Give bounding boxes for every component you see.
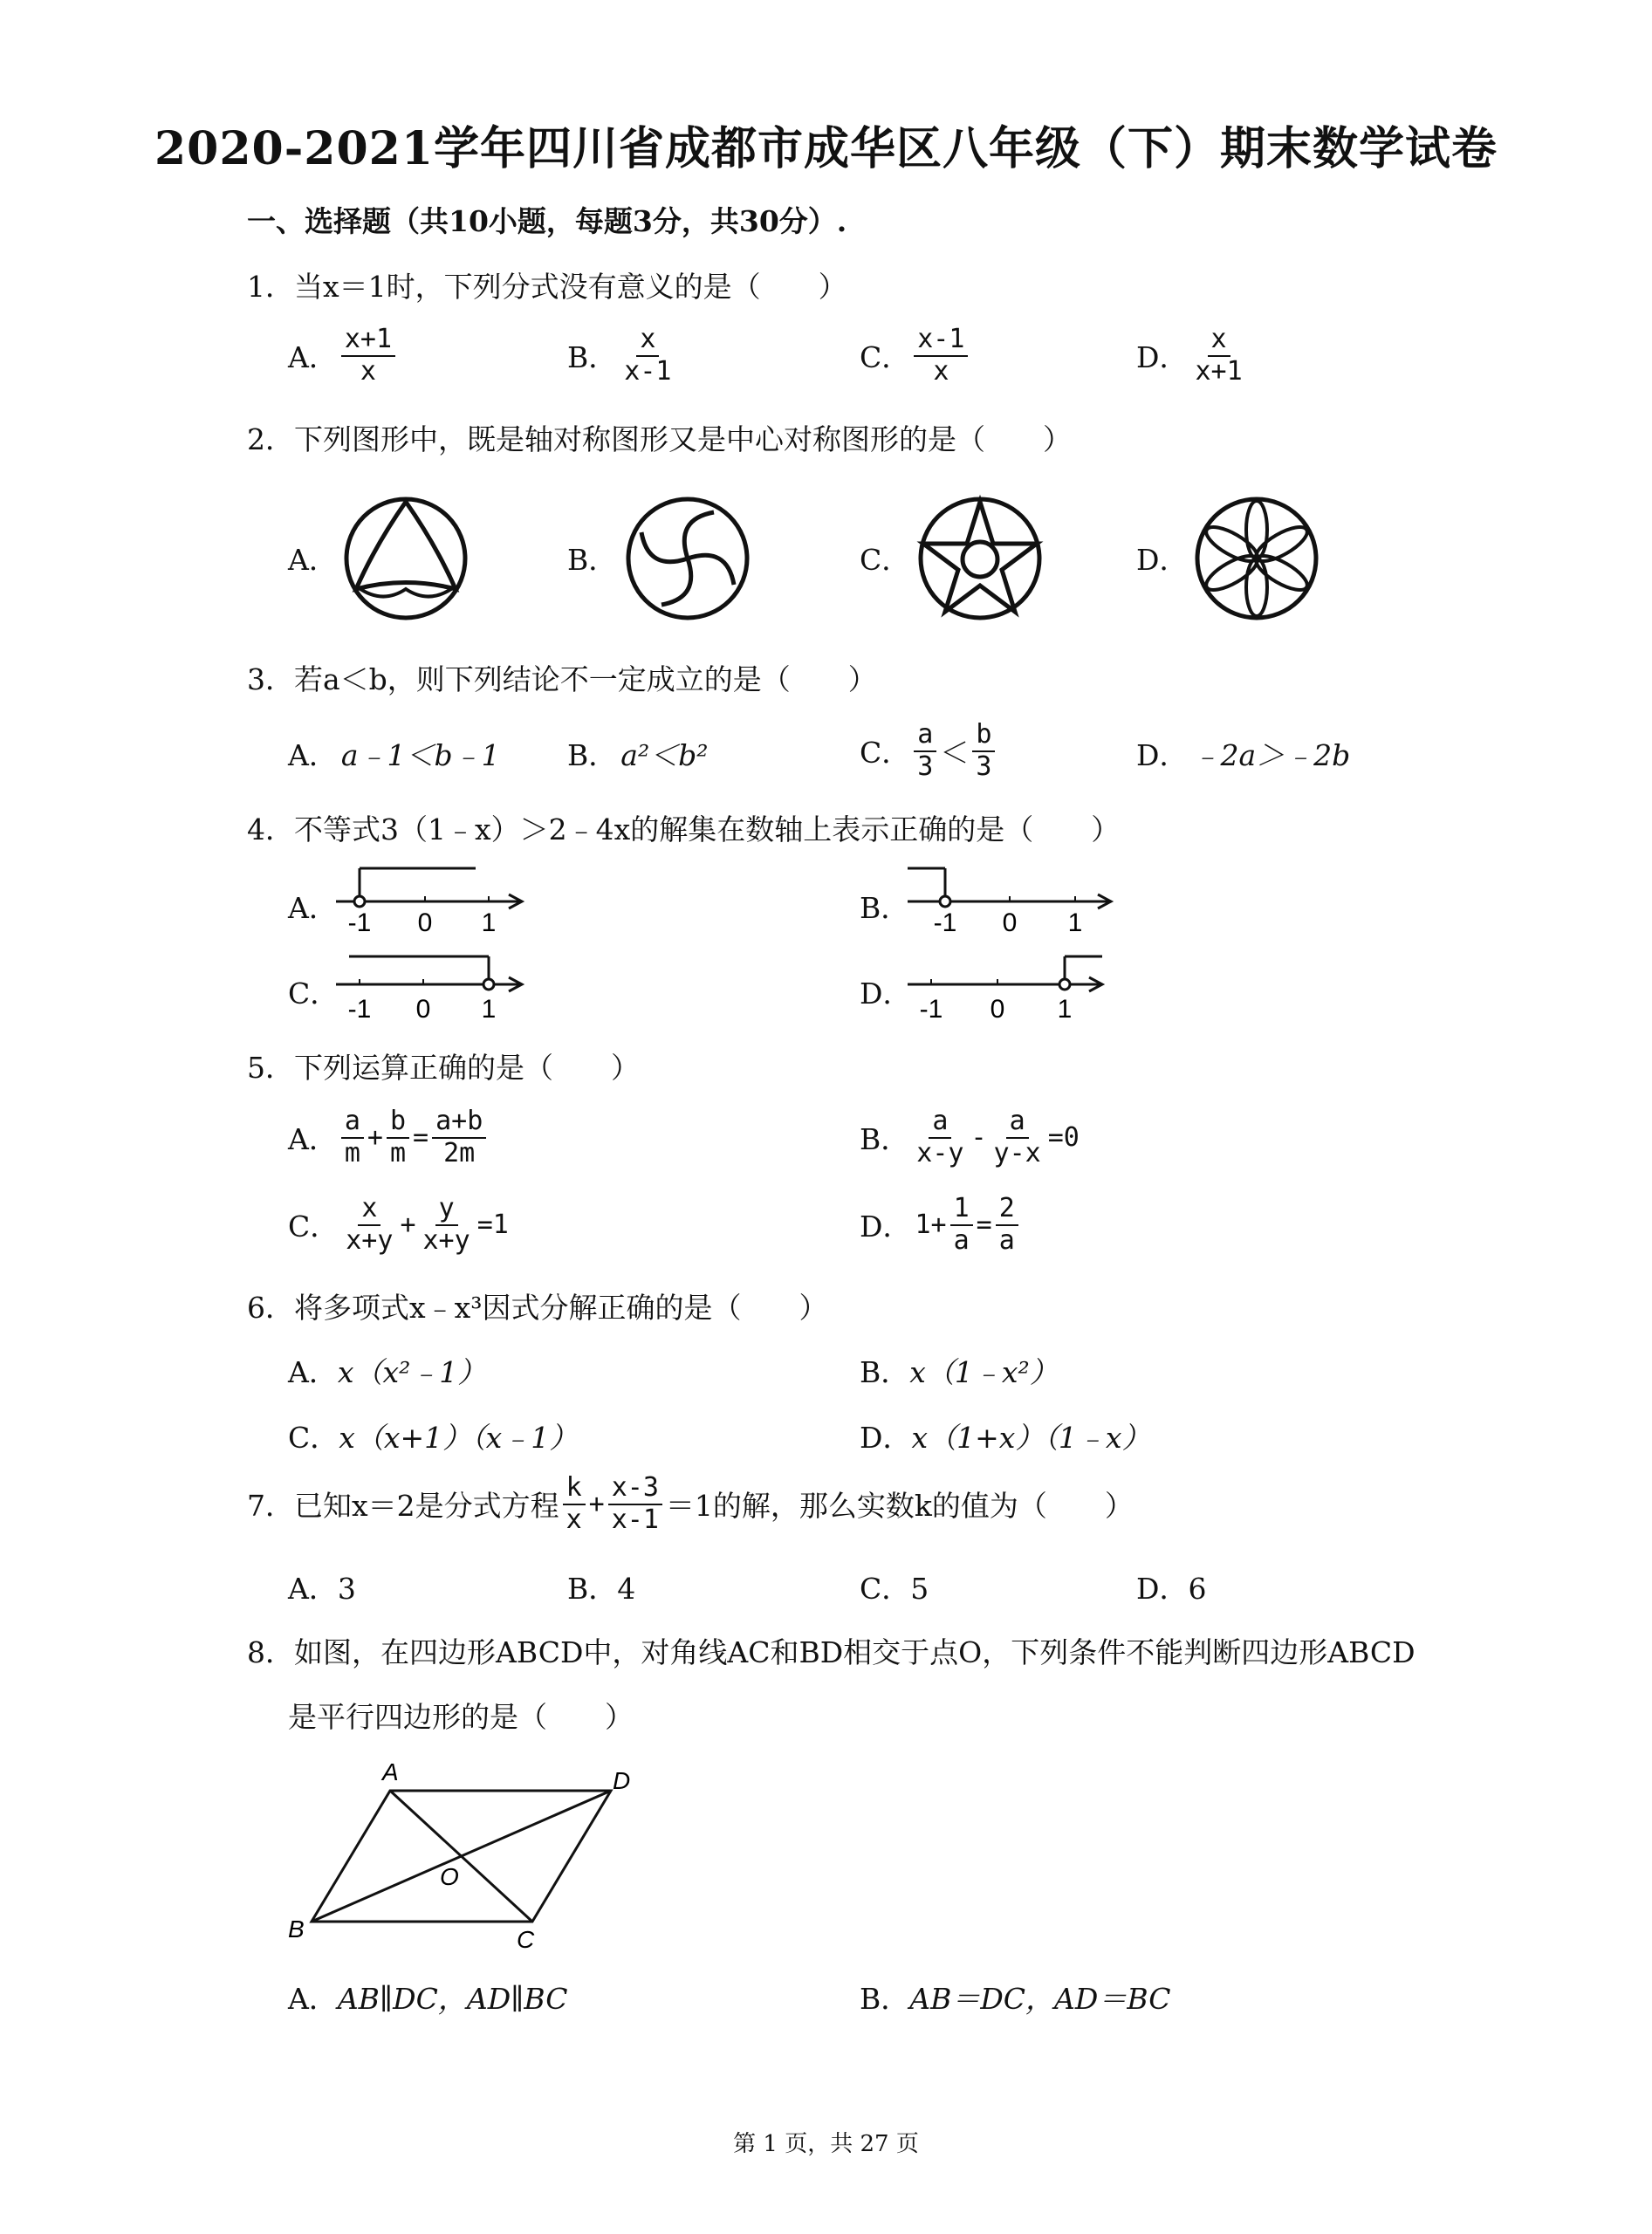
leading-term: 1+ — [915, 1210, 947, 1240]
q1-option-b[interactable] — [567, 325, 675, 387]
fraction — [991, 1107, 1045, 1168]
numerator: x-3 — [608, 1473, 662, 1505]
q3-option-d[interactable] — [1136, 733, 1350, 774]
tick-label: 0 — [417, 908, 433, 937]
fraction — [950, 1194, 973, 1256]
denominator: m — [389, 1137, 407, 1168]
q2-label-c: C． — [860, 543, 911, 577]
numerator: b — [387, 1107, 409, 1139]
q8-option-b[interactable] — [860, 1977, 1170, 2018]
numerator: a — [929, 1107, 951, 1139]
q3-option-c[interactable] — [860, 720, 995, 782]
option-text: ﹣2a＞﹣2b — [1191, 738, 1351, 772]
point-label-a: A — [382, 1758, 399, 1785]
q3-option-b[interactable] — [567, 733, 709, 774]
q4-label-b: B． — [860, 891, 910, 925]
q8-stem-line2: 是平行四边形的是（ ） — [288, 1700, 634, 1734]
q4-number-line-d[interactable] — [903, 949, 1121, 1028]
numerator: a+b — [432, 1107, 486, 1139]
point-label-c: C — [517, 1926, 535, 1953]
q5-option-c[interactable] — [288, 1194, 509, 1256]
option-label: B． — [567, 1572, 618, 1606]
option-label: A． — [288, 340, 338, 374]
option-text: 6 — [1188, 1572, 1207, 1606]
fraction — [341, 1107, 364, 1168]
operator: ＜ — [940, 736, 970, 770]
fraction — [620, 325, 675, 387]
denominator: a — [953, 1224, 970, 1256]
tick-label: 1 — [481, 995, 497, 1024]
fraction — [972, 720, 995, 782]
denominator: x — [566, 1504, 582, 1535]
q2-figure-d[interactable] — [1191, 493, 1322, 624]
q7-option-a[interactable] — [288, 1566, 356, 1607]
denominator: m — [344, 1137, 360, 1168]
denominator: x-1 — [611, 1504, 659, 1535]
option-label: B． — [567, 340, 618, 374]
q4-number-line-c[interactable] — [332, 949, 532, 1028]
point-label-b: B — [288, 1915, 305, 1943]
tick-label: -1 — [347, 908, 372, 937]
option-label: B． — [860, 1355, 910, 1389]
stem-text: 7．已知x＝2是分式方程 — [247, 1489, 559, 1523]
q1-option-a[interactable] — [288, 325, 395, 387]
fraction — [1191, 325, 1245, 387]
denominator: x+y — [422, 1224, 470, 1256]
operator: + — [400, 1210, 416, 1240]
tick-label: 0 — [990, 995, 1005, 1024]
operator: = — [413, 1122, 429, 1153]
fraction — [420, 1194, 474, 1256]
q4-stem: 4．不等式3（1﹣x）＞2﹣4x的解集在数轴上表示正确的是（ ） — [247, 812, 1121, 846]
tick-label: 0 — [415, 995, 431, 1024]
option-label: B． — [860, 1982, 910, 2016]
fraction — [996, 1194, 1018, 1256]
q6-option-d[interactable] — [860, 1415, 1150, 1456]
page-footer: 第 1 页，共 27 页 — [733, 2131, 919, 2157]
q2-stem: 2．下列图形中，既是轴对称图形又是中心对称图形的是（ ） — [247, 422, 1072, 456]
numerator: y — [435, 1194, 458, 1226]
fraction — [341, 325, 395, 387]
option-label: D． — [1136, 340, 1189, 374]
tick-label: -1 — [933, 908, 957, 937]
q7-stem — [247, 1473, 1134, 1535]
option-label: D． — [860, 1210, 912, 1244]
denominator: 3 — [976, 750, 992, 782]
tick-label: 1 — [481, 908, 497, 937]
denominator: 2m — [443, 1137, 476, 1168]
q1-stem: 1．当x＝1时，下列分式没有意义的是（ ） — [247, 270, 847, 304]
point-label-d: D — [613, 1767, 631, 1794]
q5-stem: 5．下列运算正确的是（ ） — [247, 1051, 640, 1085]
option-text: 4 — [617, 1572, 636, 1606]
fraction — [914, 720, 936, 782]
operator: + — [588, 1489, 605, 1519]
numerator: x — [358, 1194, 380, 1226]
denominator: x+1 — [1195, 355, 1243, 387]
q4-label-d: D． — [860, 977, 912, 1011]
operator: + — [367, 1122, 383, 1153]
option-label: D． — [1136, 738, 1189, 772]
q4-number-line-b[interactable] — [903, 860, 1121, 938]
option-label: A． — [288, 1572, 338, 1606]
fraction — [914, 325, 968, 387]
option-label: A． — [288, 1122, 338, 1156]
numerator: a — [1006, 1107, 1029, 1139]
option-text: x（x+1）（x﹣1） — [339, 1421, 579, 1455]
q3-option-a[interactable] — [288, 733, 500, 774]
tick-label: 0 — [1002, 908, 1018, 937]
option-text: AB＝DC，AD＝BC — [909, 1982, 1171, 2016]
q6-stem: 6．将多项式x﹣x³因式分解正确的是（ ） — [247, 1291, 828, 1325]
option-text: a﹣1＜b﹣1 — [340, 738, 500, 772]
fraction — [432, 1107, 486, 1168]
option-text: x（1+x）（1﹣x） — [911, 1421, 1151, 1455]
stem-text: ＝1的解，那么实数k的值为（ ） — [665, 1489, 1134, 1523]
point-label-o: O — [440, 1863, 459, 1890]
q2-figure-b[interactable] — [622, 493, 753, 624]
option-label: D． — [860, 1421, 912, 1455]
tick-label: 1 — [1057, 995, 1073, 1024]
option-label: C． — [860, 736, 911, 770]
section-heading: 一、选择题（共10小题，每题3分，共30分）. — [247, 204, 847, 238]
denominator: x-y — [916, 1137, 964, 1168]
q8-stem-line1: 8．如图，在四边形ABCD中，对角线AC和BD相交于点O，下列条件不能判断四边形ABCD — [247, 1635, 1416, 1669]
numerator: 1 — [950, 1194, 973, 1226]
tick-label: 1 — [1067, 908, 1083, 937]
numerator: b — [972, 720, 995, 752]
q5-option-d[interactable] — [860, 1194, 1018, 1256]
tick-label: -1 — [919, 995, 943, 1024]
option-label: B． — [567, 738, 618, 772]
denominator: x-1 — [624, 355, 672, 387]
numerator: a — [914, 720, 936, 752]
q6-option-b[interactable] — [860, 1350, 1059, 1391]
option-label: C． — [288, 1210, 339, 1244]
q7-option-c[interactable] — [860, 1566, 929, 1607]
denominator: x — [360, 355, 376, 387]
option-label: A． — [288, 1355, 338, 1389]
q7-option-b[interactable] — [567, 1566, 635, 1607]
option-label: C． — [860, 1572, 911, 1606]
option-label: C． — [860, 340, 911, 374]
option-text: a²＜b² — [620, 738, 709, 772]
fraction — [608, 1473, 662, 1535]
q3-stem: 3．若a＜b，则下列结论不一定成立的是（ ） — [247, 662, 877, 696]
q2-figure-a[interactable] — [340, 493, 471, 624]
parallelogram-figure — [279, 1754, 646, 1963]
operator: - — [970, 1122, 987, 1153]
numerator: a — [341, 1107, 364, 1139]
operator: = — [976, 1210, 992, 1240]
q6-option-a[interactable] — [288, 1350, 486, 1391]
q2-label-a: A． — [288, 543, 338, 577]
fraction — [342, 1194, 396, 1256]
option-text: AB∥DC，AD∥BC — [337, 1982, 568, 2016]
numerator: x-1 — [914, 325, 968, 357]
option-text: 5 — [910, 1572, 929, 1606]
option-label: C． — [288, 1421, 339, 1455]
tick-label: -1 — [347, 995, 372, 1024]
denominator: x — [933, 355, 949, 387]
fraction — [913, 1107, 967, 1168]
numerator: 2 — [996, 1194, 1018, 1226]
option-text: x（x²﹣1） — [337, 1355, 487, 1389]
fraction — [563, 1473, 586, 1535]
equation-rhs: =0 — [1047, 1122, 1080, 1153]
q1-option-d[interactable] — [1136, 325, 1246, 387]
q5-option-b[interactable] — [860, 1107, 1080, 1168]
denominator: 3 — [917, 750, 934, 782]
q7-option-d[interactable] — [1136, 1566, 1206, 1607]
numerator: k — [563, 1473, 586, 1505]
q6-option-c[interactable] — [288, 1415, 578, 1456]
q2-figure-c[interactable] — [915, 493, 1045, 624]
numerator: x+1 — [341, 325, 395, 357]
q1-option-c[interactable] — [860, 325, 968, 387]
q4-label-a: A． — [288, 891, 338, 925]
numerator: x — [636, 325, 659, 357]
page-title: 2020-2021学年四川省成都市成华区八年级（下）期末数学试卷 — [154, 122, 1498, 175]
denominator: x+y — [346, 1224, 394, 1256]
fraction — [387, 1107, 409, 1168]
equation-rhs: =1 — [476, 1210, 509, 1240]
denominator: y-x — [993, 1137, 1041, 1168]
option-label: B． — [860, 1122, 910, 1156]
q2-label-b: B． — [567, 543, 618, 577]
q2-label-d: D． — [1136, 543, 1189, 577]
option-label: D． — [1136, 1572, 1189, 1606]
q8-option-a[interactable] — [288, 1977, 568, 2018]
numerator: x — [1208, 325, 1230, 357]
q5-option-a[interactable] — [288, 1107, 486, 1168]
denominator: a — [998, 1224, 1015, 1256]
option-text: x（1﹣x²） — [909, 1355, 1059, 1389]
q4-label-c: C． — [288, 977, 339, 1011]
option-label: A． — [288, 738, 338, 772]
option-text: 3 — [337, 1572, 356, 1606]
q4-number-line-a[interactable] — [332, 860, 532, 938]
option-label: A． — [288, 1982, 338, 2016]
